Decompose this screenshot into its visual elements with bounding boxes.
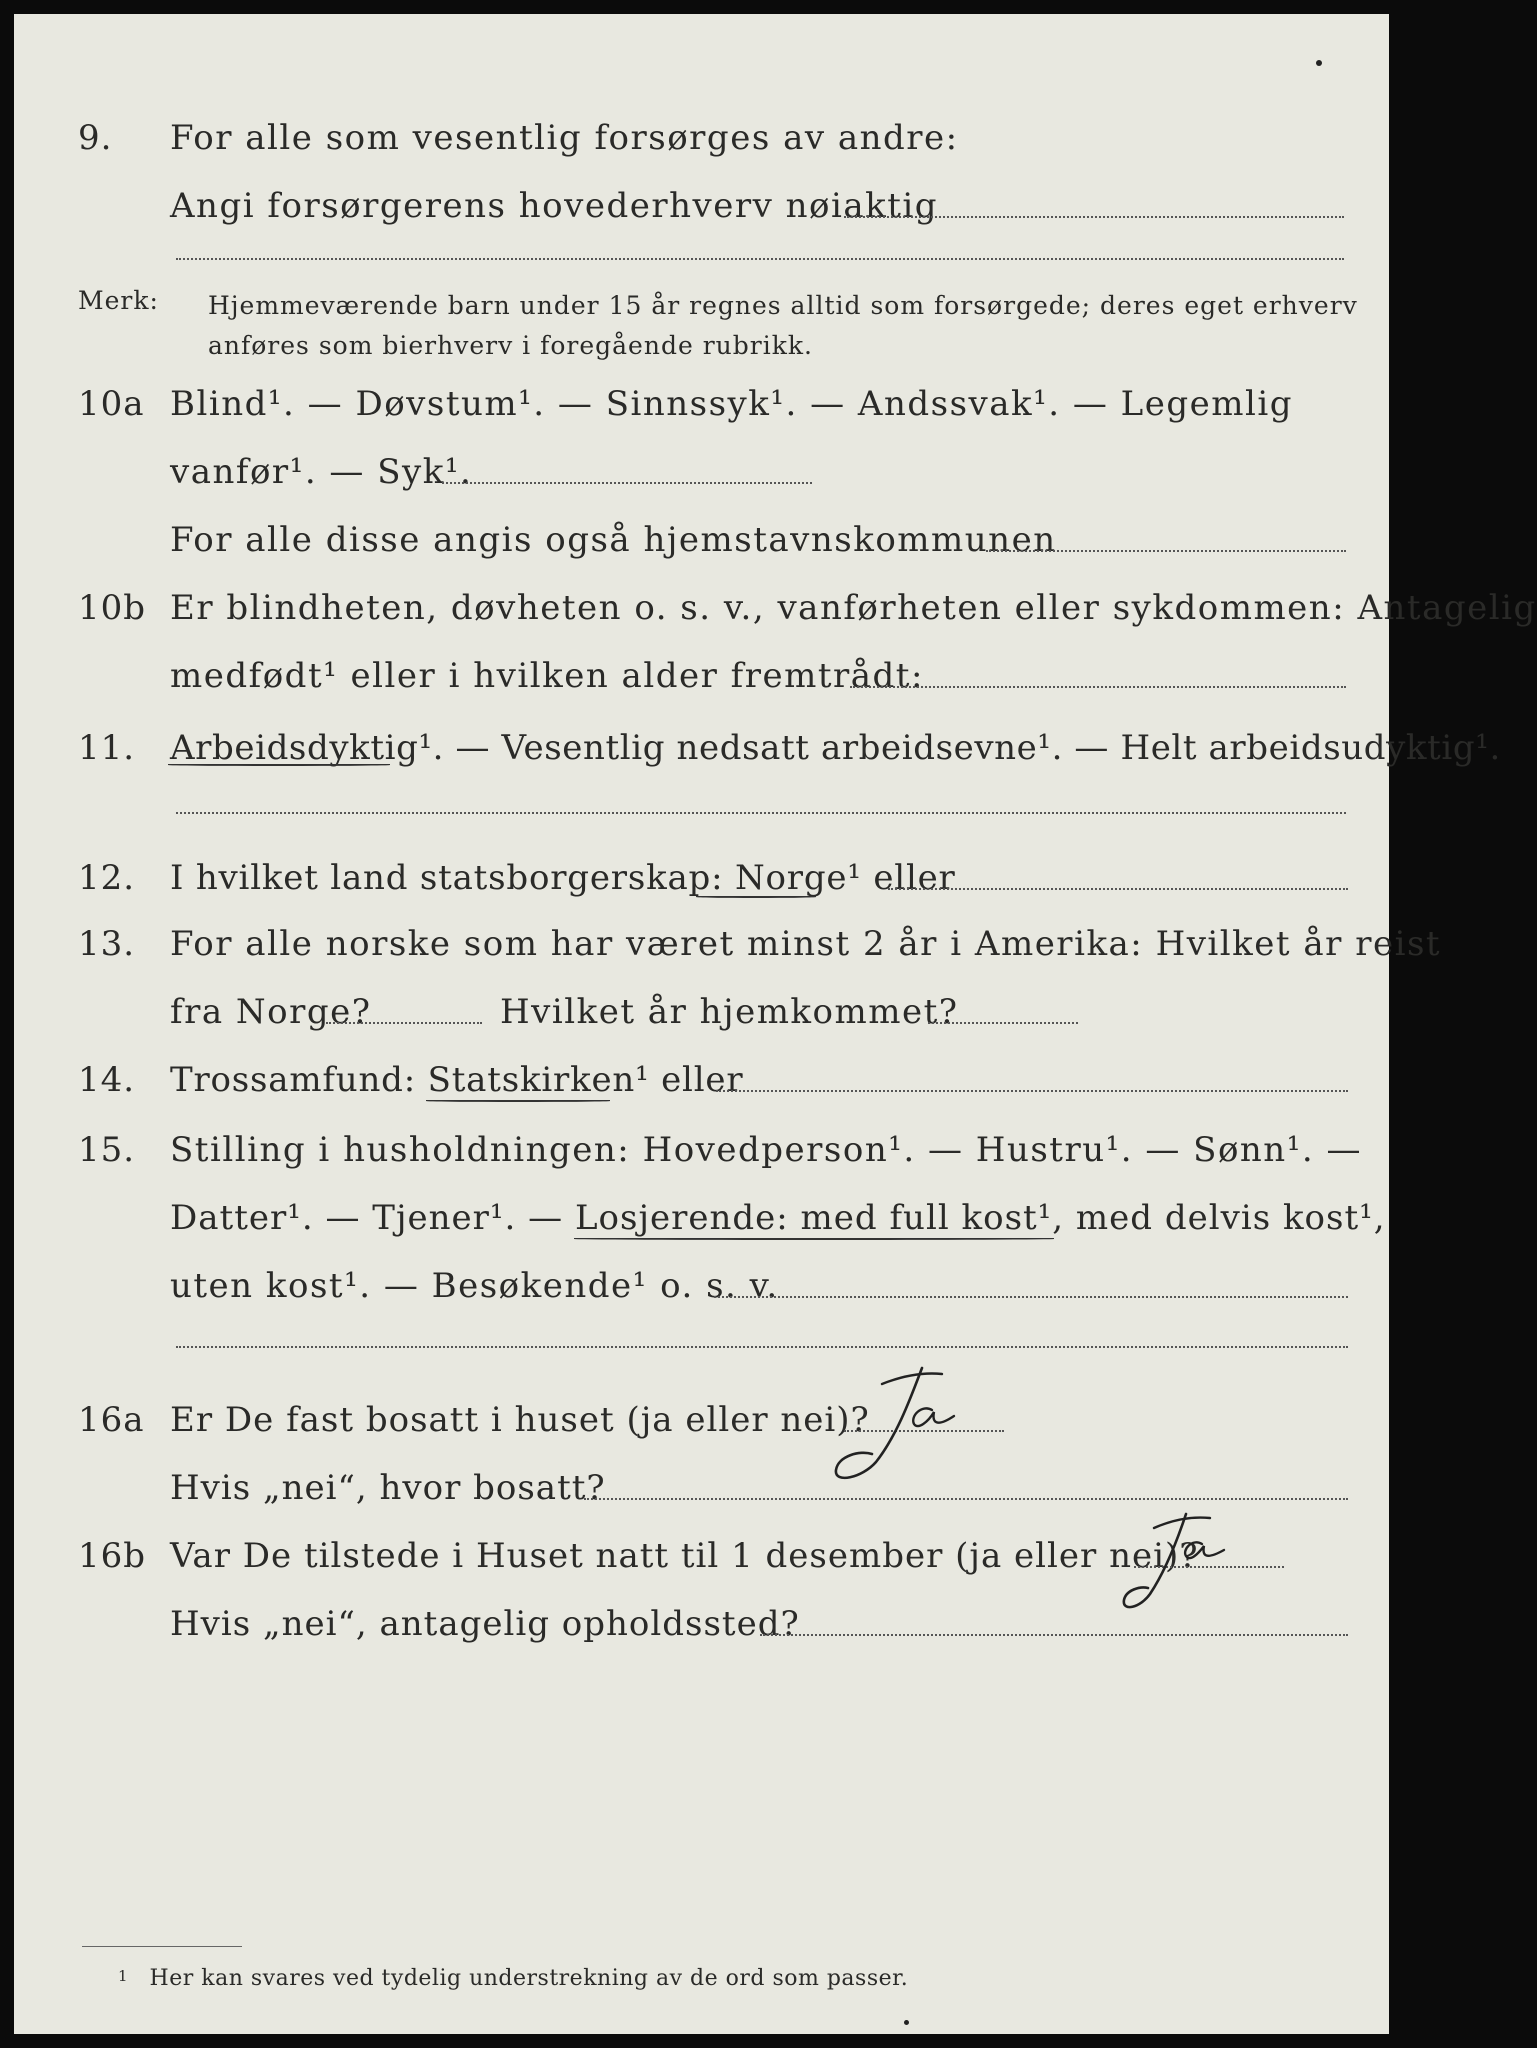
- q15-line-2: Datter¹. — Tjener¹. — Losjerende: med full kost¹, med delvis kost¹,: [170, 1198, 1386, 1238]
- q10a-row-2: [14, 448, 1389, 492]
- q15-row-2: [14, 1194, 1389, 1238]
- q16a-number: 16a: [78, 1400, 145, 1440]
- q10a-line-1: Blind¹. — Døvstum¹. — Sinnssyk¹. — Andssvak¹. — Legemlig: [170, 384, 1293, 424]
- footnote: [118, 1966, 908, 1991]
- q12-number: 12.: [78, 858, 136, 898]
- statskirken-underline: [426, 1100, 610, 1102]
- arbeidsdyktig-underline: [168, 764, 390, 766]
- q16b-location-field[interactable]: [760, 1634, 1348, 1636]
- q14-line-1: Trossamfund: Statskirken¹ eller: [170, 1060, 744, 1100]
- q16a-line-1: Er De fast bosatt i huset (ja eller nei)?: [170, 1400, 870, 1440]
- q12-answer-field[interactable]: [888, 888, 1348, 890]
- losjerende-underline: [574, 1238, 1054, 1240]
- q10b-row-1: [14, 584, 1537, 628]
- q13-departure-year-field[interactable]: [326, 1022, 482, 1024]
- q13-line-1: For alle norske som har været minst 2 år i Amerika: Hvilket år reist: [170, 924, 1442, 964]
- q10b-row-2: [14, 652, 1389, 696]
- q16b-row-2: [14, 1600, 1389, 1644]
- q11-answer-field[interactable]: [176, 812, 1346, 814]
- q13-row-1: [14, 920, 1442, 964]
- q13-return-year-field[interactable]: [928, 1022, 1078, 1024]
- q16b-line-1: Var De tilstede i Huset natt til 1 desember (ja eller nei)?: [170, 1536, 1199, 1576]
- q10a-line-2: vanfør¹. — Syk¹.: [170, 452, 473, 492]
- merk-line-1: Hjemmeværende barn under 15 år regnes alltid som forsørgede; deres eget erhverv: [208, 291, 1358, 320]
- q10a-number: 10a: [78, 384, 145, 424]
- q15-line-3: uten kost¹. — Besøkende¹ o. s. v.: [170, 1266, 779, 1306]
- q9-answer-field-2[interactable]: [176, 258, 1344, 260]
- q10b-number: 10b: [78, 588, 147, 628]
- q9-answer-field[interactable]: [844, 216, 1344, 218]
- q14-answer-field[interactable]: [716, 1090, 1348, 1092]
- q10b-line-2: medfødt¹ eller i hvilken alder fremtrådt:: [170, 656, 924, 696]
- q15-row-1: [14, 1126, 1389, 1170]
- q10b-line-1: Er blindheten, døvheten o. s. v., vanførheten eller sykdommen: Antagelig: [170, 588, 1537, 628]
- q9-number: 9.: [78, 118, 113, 158]
- q13-row-2: [14, 988, 1389, 1032]
- q16b-line-2: Hvis „nei“, antagelig opholdssted?: [170, 1604, 800, 1644]
- q9-line-1: For alle som vesentlig forsørges av andre:: [170, 118, 959, 158]
- footnote-text: Her kan svares ved tydelig understrekning av de ord som passer.: [149, 1966, 909, 1991]
- q15-answer-field-2[interactable]: [176, 1346, 1348, 1348]
- q9-row-1: [14, 114, 1389, 158]
- q10a-row-3: [14, 516, 1389, 560]
- q14-number: 14.: [78, 1060, 136, 1100]
- q16a-row-1: [14, 1396, 1389, 1440]
- q13-line-2a: fra Norge?: [170, 992, 372, 1032]
- q13-line-2b: Hvilket år hjemkommet?: [500, 992, 959, 1032]
- q15-number: 15.: [78, 1130, 136, 1170]
- q11-line-1: Arbeidsdyktig¹. — Vesentlig nedsatt arbeidsevne¹. — Helt arbeidsudyktig¹.: [170, 728, 1501, 768]
- merk-text: [208, 286, 1358, 366]
- q12-row-1: [14, 854, 1389, 898]
- q15-answer-field[interactable]: [714, 1296, 1348, 1298]
- q10b-answer-field[interactable]: [850, 686, 1346, 688]
- q15-line-1: Stilling i husholdningen: Hovedperson¹. — Hustru¹. — Sønn¹. —: [170, 1130, 1362, 1170]
- footnote-rule: [82, 1946, 242, 1947]
- paper-speck: [1316, 60, 1322, 66]
- q13-number: 13.: [78, 924, 136, 964]
- q16b-number: 16b: [78, 1536, 147, 1576]
- merk-label: Merk:: [78, 286, 159, 315]
- q10a-row-1: [14, 380, 1389, 424]
- q11-row-1: [14, 724, 1501, 768]
- q10a-answer-field[interactable]: [442, 482, 812, 484]
- q10a-hometown-field[interactable]: [986, 550, 1346, 552]
- q16a-line-2: Hvis „nei“, hvor bosatt?: [170, 1468, 606, 1508]
- q9-line-2: Angi forsørgerens hovederhverv nøiaktig: [170, 186, 939, 226]
- q11-number: 11.: [78, 728, 136, 768]
- merk-note: [14, 286, 1389, 366]
- q12-line-1: I hvilket land statsborgerskap: Norge¹ eller: [170, 858, 956, 898]
- q15-row-3: [14, 1262, 1389, 1306]
- census-form-page: [14, 14, 1537, 2034]
- footnote-mark: 1: [118, 1967, 129, 1985]
- paper-speck: [904, 2020, 909, 2025]
- q14-row-1: [14, 1056, 1389, 1100]
- q10a-line-3: For alle disse angis også hjemstavnskommunen: [170, 520, 1057, 560]
- norge-underline: [696, 896, 816, 898]
- q9-row-2: [14, 182, 1389, 226]
- merk-line-2: anføres som bierhverv i foregående rubrikk.: [208, 331, 813, 360]
